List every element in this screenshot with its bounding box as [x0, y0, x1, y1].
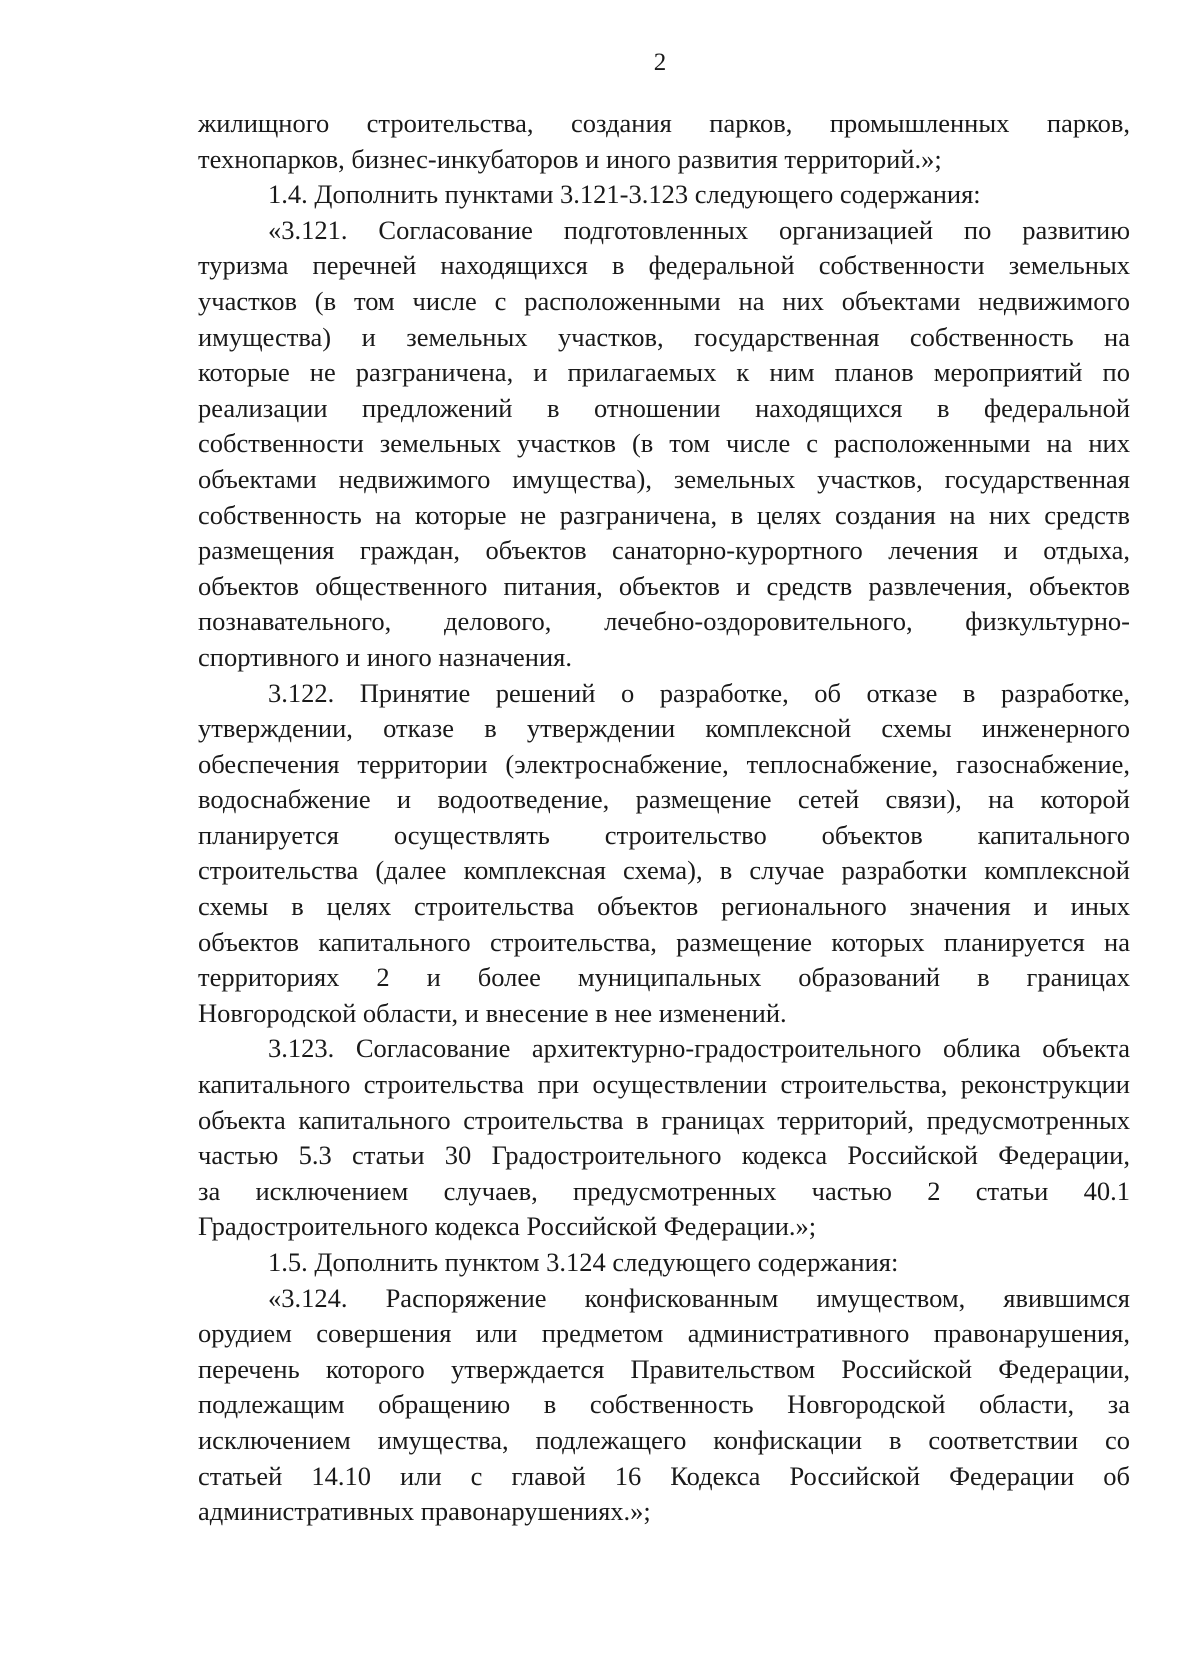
text-line: за исключением случаев, предусмотренных частью 2 статьи 40.1 [198, 1175, 1130, 1206]
text-line: объекта капитального строительства в границах территорий, предусмотренных [198, 1104, 1130, 1135]
text-line: туризма перечней находящихся в федеральной собственности земельных [198, 250, 1130, 281]
text-line: реализации предложений в отношении находящихся в федеральной [198, 392, 1130, 423]
text-line: орудием совершения или предметом административного правонарушения, [198, 1318, 1130, 1349]
text-line: частью 5.3 статьи 30 Градостроительного кодекса Российской Федерации, [198, 1140, 1130, 1171]
text-line: схемы в целях строительства объектов регионального значения и иных [198, 891, 1130, 922]
text-line: спортивного и иного назначения. [198, 641, 572, 672]
text-line: Новгородской области, и внесение в нее изменений. [198, 997, 787, 1028]
text-line: объектов общественного питания, объектов и средств развлечения, объектов [198, 570, 1130, 601]
text-line: исключением имущества, подлежащего конфискации в соответствии со [198, 1424, 1130, 1455]
text-line: собственности земельных участков (в том числе с расположенными на них [198, 428, 1130, 459]
text-line: водоснабжение и водоотведение, размещение сетей связи), на которой [198, 784, 1130, 815]
text-line: обеспечения территории (электроснабжение, теплоснабжение, газоснабжение, [198, 748, 1130, 779]
text-line: Градостроительного кодекса Российской Федерации.»; [198, 1211, 817, 1242]
text-line: объектами недвижимого имущества), земельных участков, государственная [198, 463, 1130, 494]
text-line: размещения граждан, объектов санаторно-курортного лечения и отдыха, [198, 535, 1130, 566]
text-line: капитального строительства при осуществлении строительства, реконструкции [198, 1069, 1130, 1100]
text-line: статьей 14.10 или с главой 16 Кодекса Российской Федерации об [198, 1460, 1130, 1491]
text-line: подлежащим обращению в собственность Новгородской области, за [198, 1389, 1130, 1420]
text-line: «3.124. Распоряжение конфискованным имуществом, явившимся [268, 1282, 1130, 1313]
text-line: административных правонарушениях.»; [198, 1496, 651, 1527]
text-line: перечень которого утверждается Правительством Российской Федерации, [198, 1353, 1130, 1384]
text-line: территориях 2 и более муниципальных образований в границах [198, 962, 1130, 993]
text-line: 3.123. Согласование архитектурно-градостроительного облика объекта [268, 1033, 1130, 1064]
text-line: 1.5. Дополнить пунктом 3.124 следующего содержания: [268, 1247, 899, 1277]
text-line: технопарков, бизнес-инкубаторов и иного развития территорий.»; [198, 143, 942, 174]
text-line: жилищного строительства, создания парков, промышленных парков, [198, 108, 1130, 138]
text-line: планируется осуществлять строительство объектов капитального [198, 819, 1130, 850]
text-line: строительства (далее комплексная схема), в случае разработки комплексной [198, 855, 1130, 886]
text-line: познавательного, делового, лечебно-оздоровительного, физкультурно- [198, 606, 1130, 637]
text-line: 3.122. Принятие решений о разработке, об отказе в разработке, [268, 677, 1130, 708]
text-line: 1.4. Дополнить пунктами 3.121-3.123 следующего содержания: [268, 179, 981, 210]
text-line: объектов капитального строительства, размещение которых планируется на [198, 926, 1130, 957]
page-number: 2 [653, 49, 667, 76]
text-line: собственность на которые не разграничена, в целях создания на них средств [198, 499, 1130, 530]
text-line: имущества) и земельных участков, государственная собственность на [198, 321, 1130, 352]
text-line: утверждении, отказе в утверждении комплексной схемы инженерного [198, 713, 1130, 744]
text-line: «3.121. Согласование подготовленных организацией по развитию [268, 214, 1130, 245]
document-body [198, 106, 1130, 1530]
text-line: которые не разграничена, и прилагаемых к ним планов мероприятий по [198, 357, 1130, 388]
text-line: участков (в том числе с расположенными на них объектами недвижимого [198, 285, 1130, 316]
